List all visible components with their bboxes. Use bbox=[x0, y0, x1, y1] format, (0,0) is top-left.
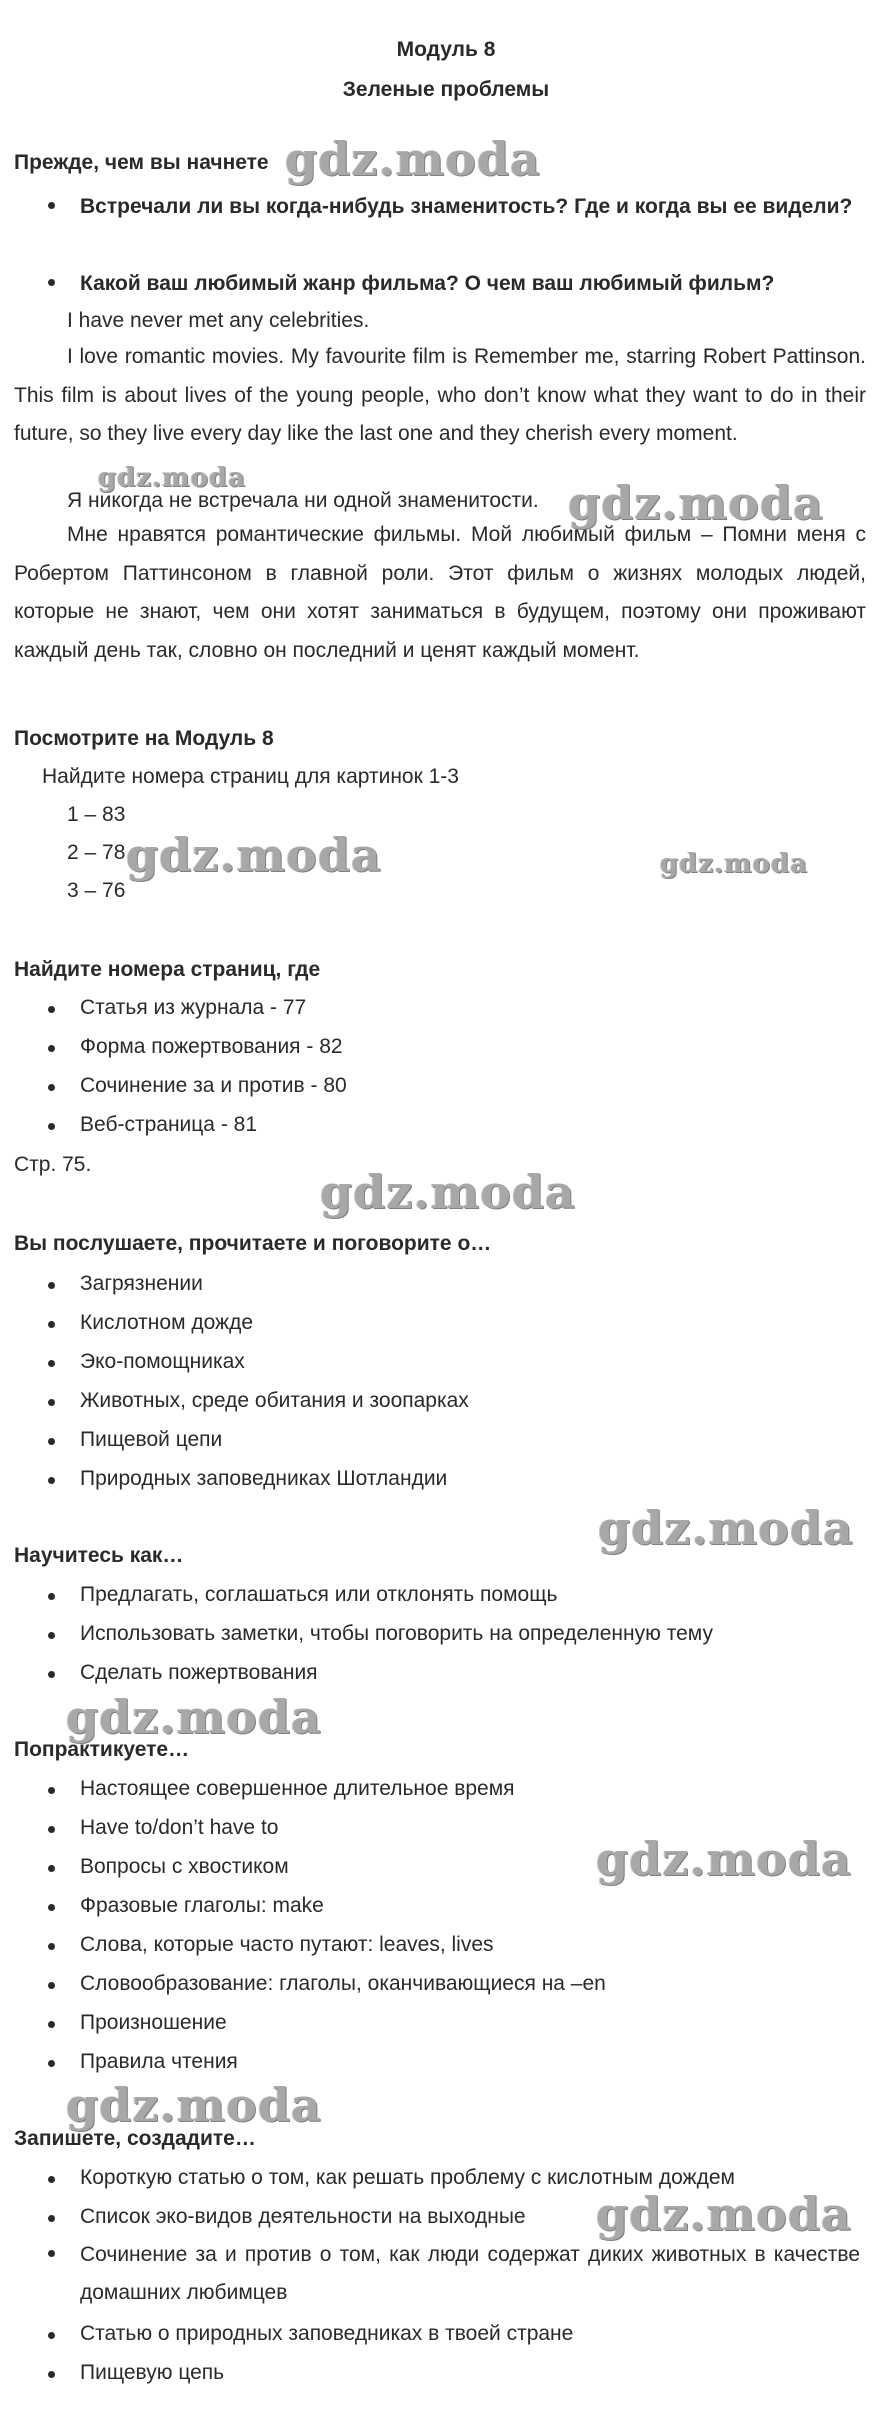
pages-heading: Найдите номера страниц, где bbox=[14, 958, 321, 981]
intro-heading: Прежде, чем вы начнете bbox=[14, 151, 269, 174]
watermark-logo: gdz.moda bbox=[568, 476, 824, 530]
document-page: Модуль 8 Зеленые проблемы Прежде, чем вы начнете Встречали ли вы когда-нибудь знаменитость? Где и когда вы ее видели? Какой ваш любимый жанр фильма? О чем ваш любимый фильм? I have never met any celebrities. I love romantic movies. My favourite film is Remember me, starring Robert Pattinson. This film is about lives of the young people, who don’t know what they want to do in their future, so they live every day like the last one and they cherish every moment. Я никогда не встречала ни одной знаменитости. Мне нравятся романтические фильмы. Мой любимый фильм – Помни меня с Робертом Паттинсоном в главной роли. Этот фильм о жизнях молодых людей, которые не знают, чем они хотят заниматься в будущем, поэтому они проживают каждый день так, словно он последний и ценят каждый момент. Посмотрите на Модуль 8 Найдите номера страниц для картинок 1-3 1 – 83 2 – 78 3 – 76 Найдите номера страниц, где Статья из журнала - 77 Форма пожертвования - 82 Сочинение за и против - 80 Веб-страница - 81 Стр. 75. Вы послушаете, прочитаете и поговорите о… Загрязнении Кислотном дожде Эко-помощниках Животных, среде обитания и зоопарках Пищевой цепи Природных заповедниках Шотландии Научитесь как… Предлагать, соглашаться или отклонять помощь Использовать заметки, чтобы поговорить на определенную тему Сделать пожертвования Попрактикуете… Настоящее совершенное длительное время Have to/don’t have to Вопросы с хвостиком Фразовые глаголы: make Слова, которые часто путают: leaves, lives Словообразование: глаголы, оканчивающиеся на –en Произношение Правила чтения Запишете, создадите… Короткую статью о том, как решать проблему с кислотным дождем Список эко-видов деятельности на выходные Сочинение за и против о том, как люди содержат диких животных в качестве домашних любимцев Статью о природных заповедниках в твоей стране Пищевую цепь gdz.moda gdz.moda gdz.moda gdz.moda gdz.moda gdz.moda gdz.moda gdz.moda gdz.moda gdz.moda gdz.moda bbox=[0, 0, 892, 2423]
module-subtitle: Зеленые проблемы bbox=[342, 78, 550, 101]
write-heading: Запишете, создадите… bbox=[14, 2127, 256, 2150]
watermark-logo: gdz.moda bbox=[66, 2078, 322, 2132]
watermark-logo: gdz.moda bbox=[598, 1501, 854, 1555]
learn-heading: Научитесь как… bbox=[14, 1544, 184, 1567]
answer-en-paragraph: I love romantic movies. My favourite film is Remember me, starring Robert Pattinson. This film is about lives of the young people, who don’t know what they want to do in their future, so they live every day like the last one and they cherish every moment. bbox=[14, 345, 866, 445]
watermark-logo: gdz.moda bbox=[98, 463, 247, 493]
list-item: Сочинение за и против о том, как люди содержат диких животных в качестве домашних любимцев bbox=[48, 2236, 860, 2312]
watermark-logo: gdz.moda bbox=[66, 1690, 322, 1744]
answer-ru-line: Я никогда не встречала ни одной знаменитости. bbox=[67, 489, 539, 512]
look-answer: 2 – 78 bbox=[67, 841, 126, 864]
listen-heading: Вы послушаете, прочитаете и поговорите о… bbox=[14, 1232, 492, 1255]
answer-ru-paragraph: Мне нравятся романтические фильмы. Мой любимый фильм – Помни меня с Робертом Паттинсоном в главной роли. Этот фильм о жизнях молодых людей, которые не знают, чем они хотят заниматься в будущем, поэтому они проживают каждый день так, словно он последний и ценят каждый момент. bbox=[14, 523, 866, 662]
watermark-logo: gdz.moda bbox=[126, 828, 382, 882]
answer-en-line: I have never met any celebrities. bbox=[67, 309, 370, 332]
look-answer: 1 – 83 bbox=[67, 803, 126, 826]
watermark-logo: gdz.moda bbox=[596, 1832, 852, 1886]
practise-heading: Попрактикуете… bbox=[14, 1738, 190, 1761]
watermark-logo: gdz.moda bbox=[285, 132, 541, 186]
look-heading: Посмотрите на Модуль 8 bbox=[14, 727, 274, 750]
question-item: Встречали ли вы когда-нибудь знаменитость? Где и когда вы ее видели? bbox=[48, 188, 860, 226]
question-item: Какой ваш любимый жанр фильма? О чем ваш любимый фильм? bbox=[48, 265, 860, 303]
page-reference: Стр. 75. bbox=[14, 1153, 92, 1176]
watermark-logo: gdz.moda bbox=[660, 849, 809, 879]
look-answer: 3 – 76 bbox=[67, 879, 126, 902]
module-title: Модуль 8 bbox=[396, 38, 496, 61]
look-task: Найдите номера страниц для картинок 1-3 bbox=[42, 765, 459, 788]
watermark-logo: gdz.moda bbox=[596, 2187, 852, 2241]
watermark-logo: gdz.moda bbox=[320, 1165, 576, 1219]
